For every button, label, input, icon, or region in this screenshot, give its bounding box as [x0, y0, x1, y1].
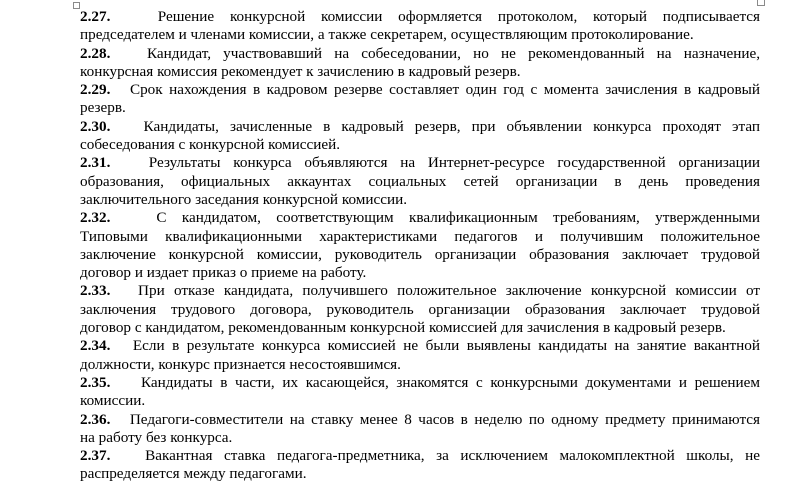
clause-2-31 — [80, 154, 760, 209]
text-boundary-marker — [73, 2, 80, 9]
clause-line — [80, 118, 760, 136]
clause-line — [80, 45, 760, 63]
clause-number: 2.33. — [80, 282, 111, 300]
clause-2-27 — [80, 8, 760, 45]
clause-2-28 — [80, 45, 760, 82]
clause-text: договор с кандидатом, рекомендованным конкурсной комиссией для зачисления в кадровый резерв. — [80, 319, 726, 337]
clause-text: Вакантная ставка педагога-предметника, за исключением малокомплектной школы, не — [145, 447, 760, 465]
clause-number: 2.29. — [80, 81, 111, 99]
clause-line — [80, 392, 760, 410]
clause-text: председателем и членами комиссии, а также секретарем, осуществляющим протоколирование. — [80, 26, 694, 44]
clause-text: Срок нахождения в кадровом резерве составляет один год с момента зачисления в кадровый — [129, 81, 760, 99]
clause-number: 2.37. — [80, 447, 111, 465]
clause-line — [80, 337, 760, 355]
clause-text: Решение конкурсной комиссии оформляется протоколом, который подписывается — [157, 8, 760, 25]
clause-line — [80, 26, 760, 44]
clause-line — [80, 136, 760, 154]
clause-text: С кандидатом, соответствующим квалификационным требованиям, утвержденными — [156, 209, 760, 227]
clause-number: 2.27. — [80, 8, 111, 25]
clause-text: заключения трудового договора, руководитель организации образования заключает трудовой — [80, 300, 760, 318]
clause-number: 2.32. — [80, 209, 111, 227]
clause-text: распределяется между педагогами. — [80, 465, 307, 483]
clause-number: 2.30. — [80, 117, 111, 135]
clause-line — [80, 99, 760, 117]
clause-text: Типовыми квалификационными характеристиками педагогов и получившим положительное — [80, 227, 760, 245]
clause-line — [80, 63, 760, 81]
clause-line — [80, 429, 760, 447]
clause-text: договор и издает приказ о приеме на работу. — [80, 264, 367, 282]
clause-text: Кандидат, участвовавший на собеседовании, но не рекомендованный на назначение, — [146, 44, 760, 62]
clause-text: Кандидаты в части, их касающейся, знакомятся с конкурсными документами и решением — [133, 373, 760, 391]
clause-line — [80, 282, 760, 300]
clause-number: 2.31. — [80, 154, 111, 172]
clause-text: конкурсная комиссия рекомендует к зачислению в кадровый резерв. — [80, 62, 521, 80]
clause-2-37 — [80, 447, 760, 484]
clause-line — [80, 209, 760, 227]
clause-number: 2.34. — [80, 337, 111, 355]
margin-corner-mark — [757, 0, 765, 6]
clause-2-32 — [80, 209, 760, 282]
clause-2-34 — [80, 337, 760, 374]
clause-line — [80, 173, 760, 191]
clause-2-29 — [80, 81, 760, 118]
clause-text: Педагоги-совместители на ставку менее 8 часов в неделю по одному предмету принимаются — [129, 410, 760, 428]
clause-text: образования, официальных аккаунтах социальных сетей организации в день проведения — [80, 172, 760, 190]
clause-line — [80, 228, 760, 246]
clause-line — [80, 319, 760, 337]
clause-line — [80, 264, 760, 282]
clause-text: заключительного заседания конкурсной комиссии. — [80, 190, 408, 208]
clause-text: должности, конкурс признается несостоявшимся. — [80, 355, 401, 373]
clause-text: резерв. — [80, 99, 126, 117]
clause-number: 2.36. — [80, 410, 111, 428]
clause-line — [80, 301, 760, 319]
clause-line — [80, 246, 760, 264]
clause-2-33 — [80, 282, 760, 337]
clause-number: 2.35. — [80, 373, 111, 391]
clause-line — [80, 411, 760, 429]
clause-line — [80, 154, 760, 172]
clause-line — [80, 447, 760, 465]
clause-text: на работу без конкурса. — [80, 428, 233, 446]
clause-line — [80, 465, 760, 483]
clause-2-35 — [80, 374, 760, 411]
clause-2-30 — [80, 118, 760, 155]
clause-text: Результаты конкурса объявляются на Интернет-ресурсе государственной организации — [148, 154, 760, 172]
clause-text: Если в результате конкурса комиссией не были выявлены кандидаты на занятие вакантной — [132, 337, 760, 355]
clause-text: комиссии. — [80, 392, 146, 410]
clause-2-36 — [80, 411, 760, 448]
clause-line — [80, 81, 760, 99]
clause-number: 2.28. — [80, 44, 111, 62]
clause-text: Кандидаты, зачисленные в кадровый резерв, при объявлении конкурса проходят этап — [143, 117, 760, 135]
clause-line — [80, 374, 760, 392]
clause-text: При отказе кандидата, получившего положительное заключение конкурсной комиссии от — [138, 282, 760, 300]
clause-line — [80, 8, 760, 26]
clause-line — [80, 356, 760, 374]
clause-text: собеседования с конкурсной комиссией. — [80, 136, 341, 154]
clause-line — [80, 191, 760, 209]
clause-text: заключение конкурсной комиссии, руководитель организации образования заключает трудовой — [80, 245, 760, 263]
document-body[interactable] — [80, 8, 760, 484]
